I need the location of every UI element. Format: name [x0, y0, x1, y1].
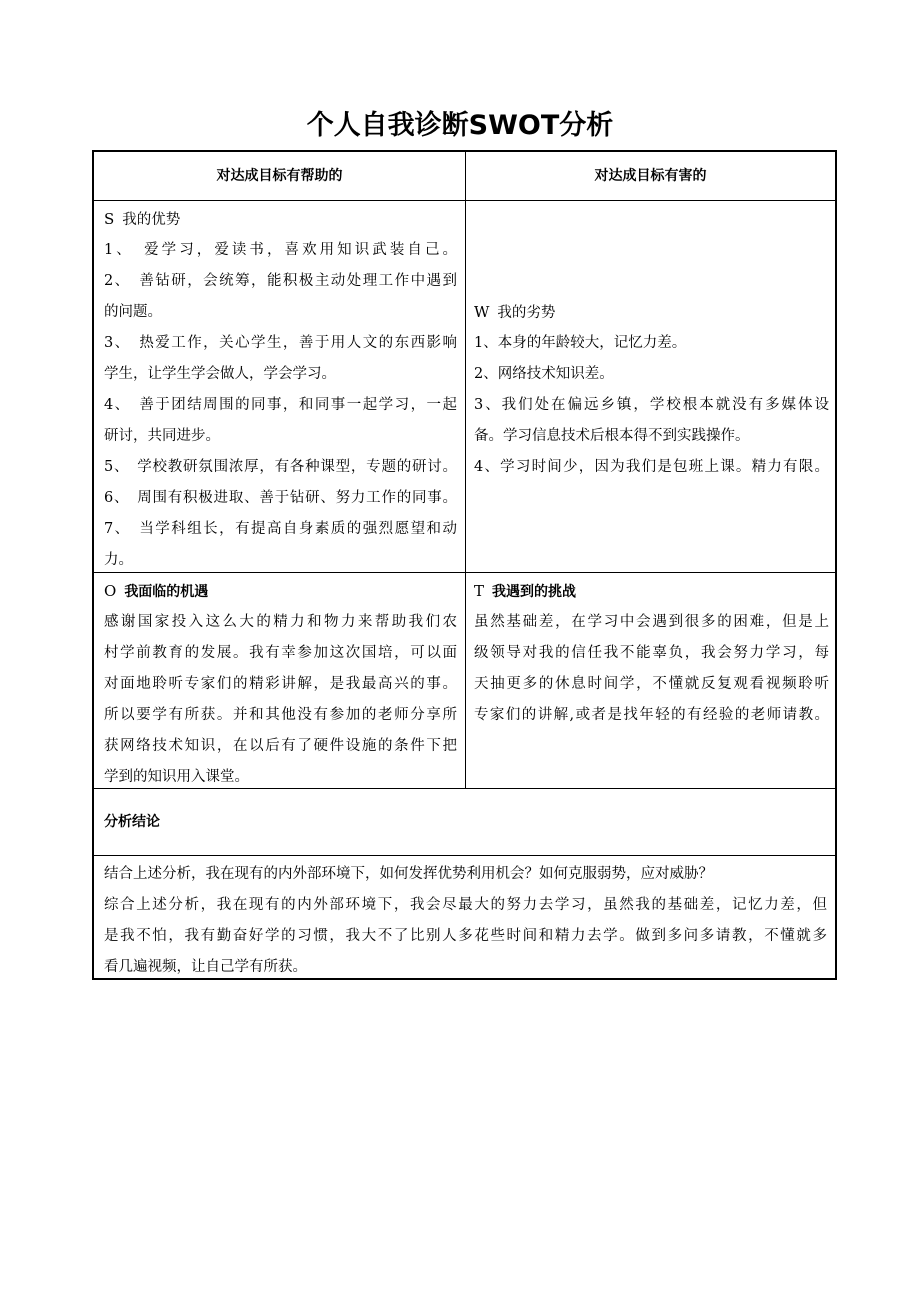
conclusion-body — [104, 859, 827, 983]
threats-heading: T 我遇到的挑战 — [474, 582, 577, 600]
page-title: 个人自我诊断SWOT分析 — [306, 110, 614, 141]
header-harmful: 对达成目标有害的 — [594, 168, 707, 184]
strength-line: 3、 热爱工作，关心学生，善于用人文的东西影响 — [104, 335, 457, 351]
opportunity-line: 学到的知识用入课堂。 — [104, 769, 249, 785]
column-divider — [465, 152, 466, 788]
threat-line: 虽然基础差，在学习中会遇到很多的困难，但是上 — [474, 614, 829, 630]
opportunity-line: 所以要学有所获。并和其他没有参加的老师分享所 — [104, 707, 457, 723]
strengths-cell — [104, 204, 457, 576]
strength-line: 6、 周围有积极进取、善于钻研、努力工作的同事。 — [104, 490, 457, 506]
strength-line: 力。 — [104, 552, 133, 568]
threat-line: 天抽更多的休息时间学，不懂就反复观看视频聆听 — [474, 676, 829, 692]
strength-line: 5、 学校教研氛围浓厚，有各种课型，专题的研讨。 — [104, 459, 457, 475]
weakness-line: 1、本身的年龄较大，记忆力差。 — [474, 335, 687, 351]
row-divider-header — [94, 200, 835, 201]
opportunities-cell — [104, 576, 457, 793]
strength-line: 4、 善于团结周围的同事，和同事一起学习，一起 — [104, 397, 457, 413]
strength-line: 的问题。 — [104, 304, 162, 320]
row-divider-conclusion — [94, 855, 835, 856]
swot-table — [92, 150, 837, 980]
conclusion-line: 综合上述分析，我在现有的内外部环境下，我会尽最大的努力去学习，虽然我的基础差，记忆力差，但 — [104, 897, 827, 913]
conclusion-line: 结合上述分析，我在现有的内外部环境下，如何发挥优势利用机会？如何克服弱势，应对威胁？ — [104, 866, 713, 882]
weaknesses-cell — [474, 297, 829, 483]
opportunities-heading: O 我面临的机遇 — [104, 582, 209, 600]
weakness-line: 备。学习信息技术后根本得不到实践操作。 — [474, 428, 750, 444]
conclusion-heading: 分析结论 — [104, 814, 160, 830]
strength-line: 学生，让学生学会做人，学会学习。 — [104, 366, 336, 382]
strengths-heading: S 我的优势 — [104, 210, 181, 228]
threat-line: 专家们的讲解,或者是找年轻的有经验的老师请教。 — [474, 707, 829, 723]
opportunity-line: 对面地聆听专家们的精彩讲解，是我最高兴的事。 — [104, 676, 457, 692]
strength-line: 研讨，共同进步。 — [104, 428, 220, 444]
strength-line: 2、 善钻研，会统筹，能积极主动处理工作中遇到 — [104, 273, 457, 289]
weakness-line: 3、我们处在偏远乡镇，学校根本就没有多媒体设 — [474, 397, 829, 413]
strength-line: 1、 爱学习，爱读书，喜欢用知识武装自己。 — [104, 242, 457, 258]
opportunity-line: 感谢国家投入这么大的精力和物力来帮助我们农 — [104, 614, 457, 630]
weakness-line: 4、学习时间少，因为我们是包班上课。精力有限。 — [474, 459, 829, 475]
threat-line: 级领导对我的信任我不能辜负，我会努力学习，每 — [474, 645, 829, 661]
conclusion-line: 是我不怕，我有勤奋好学的习惯，我大不了比别人多花些时间和精力去学。做到多问多请教，不懂就多 — [104, 928, 827, 944]
conclusion-line: 看几遍视频，让自己学有所获。 — [104, 959, 307, 975]
weaknesses-heading: W 我的劣势 — [474, 303, 556, 321]
weakness-line: 2、网络技术知识差。 — [474, 366, 614, 382]
header-helpful: 对达成目标有帮助的 — [216, 168, 343, 184]
threats-cell — [474, 576, 829, 731]
opportunity-line: 村学前教育的发展。我有幸参加这次国培，可以面 — [104, 645, 457, 661]
opportunity-line: 获网络技术知识，在以后有了硬件设施的条件下把 — [104, 738, 457, 754]
strength-line: 7、 当学科组长，有提高自身素质的强烈愿望和动 — [104, 521, 457, 537]
